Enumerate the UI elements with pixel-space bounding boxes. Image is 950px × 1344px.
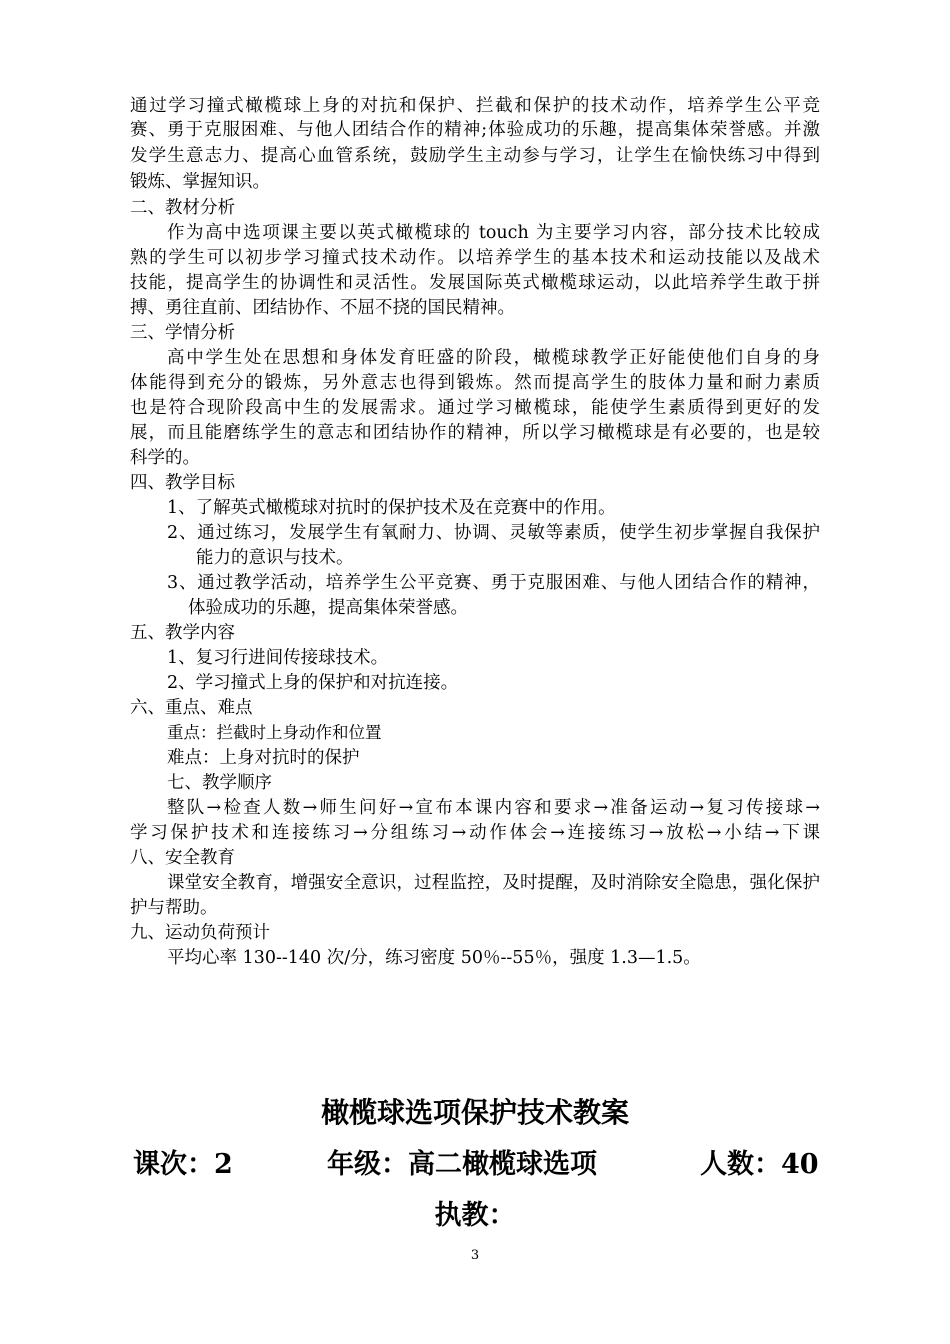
text-line: 通过学习撞式橄榄球上身的对抗和保护、拦截和保护的技术动作，培养学生公平竞 — [130, 96, 820, 116]
text-line: 体能得到充分的锻炼，另外意志也得到锻炼。然而提高学生的肢体力量和耐力素质 — [130, 373, 820, 393]
section-heading: 七、教学顺序 — [167, 773, 272, 793]
text-line: 平均心率 130--140 次/分，练习密度 50％--55％，强度 1.3—1.5。 — [167, 948, 701, 968]
difficult-point: 难点：上身对抗时的保护 — [167, 748, 360, 768]
text-line: 护与帮助。 — [130, 898, 218, 918]
list-item: 1、了解英式橄榄球对抗时的保护技术及在竞赛中的作用。 — [167, 498, 616, 518]
text-line: 发学生意志力、提高心血管系统，鼓励学生主动参与学习，让学生在愉快练习中得到 — [130, 146, 820, 166]
text-line: 高中学生处在思想和身体发育旺盛的阶段，橄榄球教学正好能使他们自身的身 — [167, 348, 820, 368]
text-line: 技能，提高学生的协调性和灵活性。发展国际英式橄榄球运动，以此培养学生敢于拼 — [130, 273, 820, 293]
lesson-plan-title: 橄榄球选项保护技术教案 — [320, 1096, 629, 1129]
text-line: 搏、勇往直前、团结协作、不屈不挠的国民精神。 — [130, 298, 515, 318]
section-heading: 五、教学内容 — [130, 623, 235, 643]
text-line: 锻炼、掌握知识。 — [130, 172, 270, 192]
list-item: 1、复习行进间传接球技术。 — [167, 648, 389, 668]
lesson-number: 课次：2 — [133, 1149, 233, 1180]
text-line: 赛、勇于克服困难、与他人团结合作的精神;体验成功的乐趣，提高集体荣誉感。并激 — [130, 120, 820, 140]
list-item: 3、通过教学活动，培养学生公平竞赛、勇于克服困难、与他人团结合作的精神， — [167, 573, 820, 593]
text-line: 也是符合现阶段高中生的发展需求。通过学习橄榄球，能使学生素质得到更好的发 — [130, 398, 820, 418]
text-line: 熟的学生可以初步学习撞式技术动作。以培养学生的基本技术和运动技能以及战术 — [130, 248, 820, 268]
grade-label: 年级：高二橄榄球选项 — [327, 1149, 597, 1180]
section-heading: 六、重点、难点 — [130, 698, 253, 718]
sequence-line: 学习保护技术和连接练习→分组练习→动作体会→连接练习→放松→小结→下课 — [130, 823, 820, 843]
list-item: 2、通过练习，发展学生有氧耐力、协调、灵敏等素质，使学生初步掌握自我保护 — [167, 523, 820, 543]
list-item-continuation: 体验成功的乐趣，提高集体荣誉感。 — [188, 598, 468, 618]
text-line: 展，而且能磨练学生的意志和团结协作的精神，所以学习橄榄球是有必要的，也是较 — [130, 423, 820, 443]
section-heading: 三、学情分析 — [130, 323, 235, 343]
text-line: 作为高中选项课主要以英式橄榄球的 touch 为主要学习内容，部分技术比较成 — [167, 223, 820, 243]
section-heading: 八、安全教育 — [130, 848, 235, 868]
text-line: 科学的。 — [130, 448, 200, 468]
list-item: 2、学习撞式上身的保护和对抗连接。 — [167, 673, 459, 693]
text-line: 课堂安全教育，增强安全意识，过程监控，及时提醒，及时消除安全隐患，强化保护 — [167, 873, 820, 893]
teacher-label: 执教： — [434, 1200, 516, 1231]
section-heading: 四、教学目标 — [130, 473, 235, 493]
key-point: 重点：拦截时上身动作和位置 — [167, 723, 382, 742]
page-number: 3 — [470, 1248, 480, 1263]
sequence-line: 整队→检查人数→师生问好→宣布本课内容和要求→准备运动→复习传接球→ — [167, 798, 820, 818]
list-item-continuation: 能力的意识与技术。 — [196, 548, 354, 568]
student-count: 人数：40 — [700, 1149, 819, 1180]
section-heading: 二、教材分析 — [130, 198, 235, 218]
section-heading: 九、运动负荷预计 — [130, 923, 270, 943]
